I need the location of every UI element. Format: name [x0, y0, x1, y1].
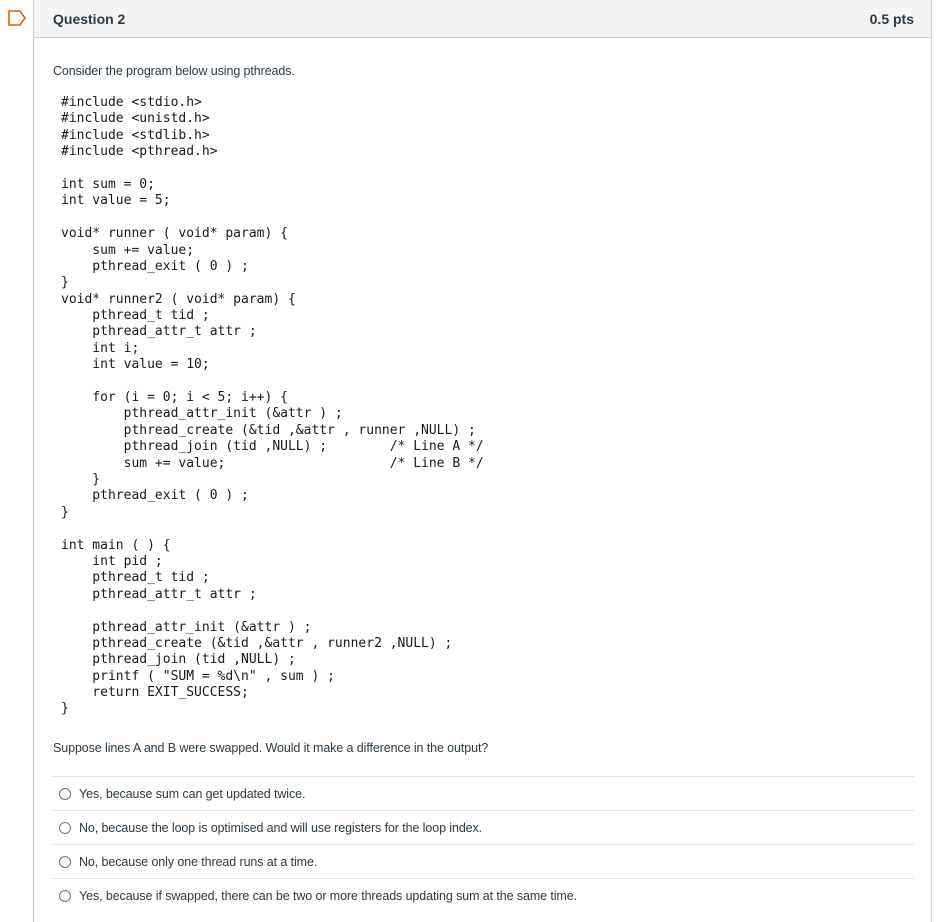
code-line: }: [61, 471, 101, 487]
code-line: pthread_exit ( 0 ) ;: [61, 488, 249, 504]
code-line: pthread_attr_t attr ;: [61, 324, 257, 340]
question-prompt: Suppose lines A and B were swapped. Would it make a difference in the output?: [53, 741, 489, 755]
code-line: int value = 10;: [61, 357, 210, 373]
answer-text: No, because the loop is optimised and will use registers for the loop index.: [79, 820, 483, 835]
code-block: [61, 95, 484, 718]
code-line: void* runner2 ( void* param) {: [61, 291, 296, 307]
code-line: [61, 374, 484, 390]
code-line: }: [61, 504, 69, 520]
code-line: pthread_exit ( 0 ) ;: [61, 258, 249, 274]
code-line: [61, 521, 484, 537]
question-card: [33, 0, 932, 922]
answer-text: Yes, because sum can get updated twice.: [79, 786, 306, 801]
question-points: 0.5 pts: [869, 11, 914, 27]
bookmark-flag-icon[interactable]: [8, 10, 26, 26]
answer-option[interactable]: [53, 776, 914, 810]
answer-list: [53, 776, 914, 912]
code-line: [61, 603, 484, 619]
code-line: pthread_attr_init (&attr ) ;: [61, 619, 312, 635]
answer-option[interactable]: [53, 844, 914, 878]
code-line: int value = 5;: [61, 193, 171, 209]
code-line: }: [61, 275, 69, 291]
code-line: int main ( ) {: [61, 537, 171, 553]
code-line: int sum = 0;: [61, 176, 155, 192]
code-line: pthread_join (tid ,NULL) ; /* Line A */: [61, 439, 484, 455]
code-line: pthread_create (&tid ,&attr , runner2 ,NULL) ;: [61, 635, 453, 651]
code-line: for (i = 0; i < 5; i++) {: [61, 390, 288, 406]
code-line: void* runner ( void* param) {: [61, 226, 288, 242]
code-line: return EXIT_SUCCESS;: [61, 685, 249, 701]
answer-option[interactable]: [53, 810, 914, 844]
code-line: pthread_create (&tid ,&attr , runner ,NULL) ;: [61, 422, 476, 438]
answer-text: Yes, because if swapped, there can be two or more threads updating sum at the same time.: [79, 888, 577, 903]
code-line: printf ( "SUM = %d\n" , sum ) ;: [61, 668, 335, 684]
code-line: pthread_t tid ;: [61, 570, 210, 586]
code-line: int i;: [61, 340, 140, 356]
radio-button[interactable]: [59, 856, 71, 868]
code-line: #include <unistd.h>: [61, 111, 210, 127]
radio-button[interactable]: [59, 822, 71, 834]
code-line: int pid ;: [61, 553, 163, 569]
code-line: pthread_join (tid ,NULL) ;: [61, 652, 296, 668]
code-line: #include <pthread.h>: [61, 144, 218, 160]
code-line: #include <stdlib.h>: [61, 127, 210, 143]
code-line: sum += value; /* Line B */: [61, 455, 484, 471]
radio-button[interactable]: [59, 788, 71, 800]
code-line: #include <stdio.h>: [61, 95, 202, 110]
code-line: sum += value;: [61, 242, 195, 258]
radio-button[interactable]: [59, 890, 71, 902]
code-line: }: [61, 701, 69, 717]
code-line: pthread_attr_t attr ;: [61, 586, 257, 602]
answer-option[interactable]: [53, 878, 914, 912]
question-intro: Consider the program below using pthreads.: [53, 64, 295, 78]
answer-text: No, because only one thread runs at a time.: [79, 854, 318, 869]
question-title: Question 2: [53, 11, 126, 27]
code-line: [61, 210, 484, 226]
code-line: [61, 161, 484, 177]
question-header: [34, 0, 931, 38]
code-line: pthread_attr_init (&attr ) ;: [61, 406, 343, 422]
code-line: pthread_t tid ;: [61, 308, 210, 324]
